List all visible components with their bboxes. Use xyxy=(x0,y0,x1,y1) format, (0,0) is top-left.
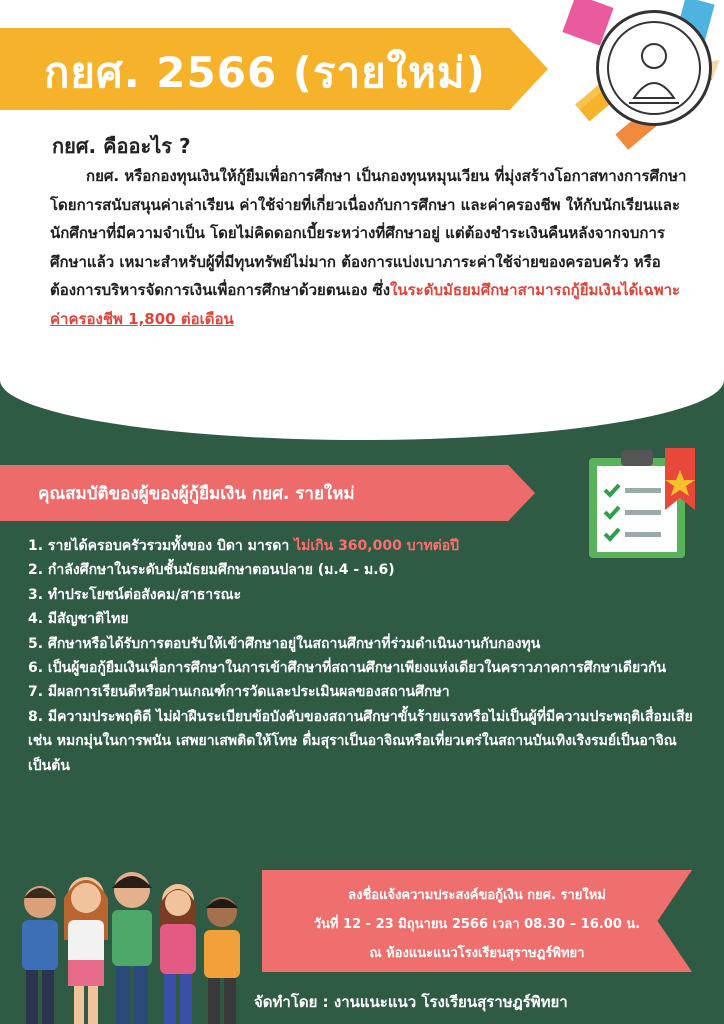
registration-line-1: ลงชื่อแจ้งความประสงค์ขอกู้เงิน กยศ. รายใหม่ xyxy=(348,888,606,903)
registration-line-2: วันที่ 12 - 23 มิถุนายน 2566 เวลา 08.30 – 16.00 น. xyxy=(313,917,641,932)
list-item: 4. มีสัญชาติไทย xyxy=(28,611,129,628)
students-illustration xyxy=(0,850,260,1024)
school-logo xyxy=(596,10,712,126)
intro-highlight: ในระดับมัธยมศึกษาสามารถกู้ยืมเงินได้เฉพาะ xyxy=(390,281,681,299)
page-title: กยศ. 2566 (รายใหม่) xyxy=(44,48,486,97)
intro-highlight-underlined: ค่าครองชีพ 1,800 ต่อเดือน xyxy=(50,309,234,328)
qualifications-heading: คุณสมบัติของผู้ของผู้กู้ยืมเงิน กยศ. รายใหม่ xyxy=(38,484,355,504)
intro-body: กยศ. หรือกองทุนเงินให้กู้ยืมเพื่อการศึกษา เป็นกองทุนหมุนเวียน ที่มุ่งสร้างโอกาสทางการศึกษา โดยการสนับสนุนค่าเล่าเรียน ค่าใช้จ่ายที่เกี่ยวเนื่องกับการศึกษา และค่าครองชีพ ให้กับนักเรียนและนักศึกษาที่มีความจำเป็น โดยไม่คิดดอกเบี้ยระหว่างที่ศึกษาอยู่ แต่ต้องชำระเงินคืนหลังจากจบการศึกษาแล้ว เหมาะสำหรับผู้ที่มีทุนทรัพย์ไม่มาก ต้องการแบ่งเบาภาระค่าใช้จ่ายของครอบครัว หรือต้องการบริหารจัดการเงินเพื่อการศึกษาด้วยตนเอง ซึ่ง xyxy=(50,167,687,299)
buddha-emblem-icon xyxy=(604,18,704,118)
list-item: 2. กำลังศึกษาในระดับชั้นมัธยมศึกษาตอนปลาย (ม.4 - ม.6) xyxy=(28,562,395,579)
list-item: 3. ทำประโยชน์ต่อสังคม/สาธารณะ xyxy=(28,586,242,603)
registration-line-3: ณ ห้องแนะแนวโรงเรียนสุราษฎร์พิทยา xyxy=(369,946,585,961)
footer-credit: จัดทำโดย : งานแนะแนว โรงเรียนสุราษฎร์พิทยา xyxy=(254,993,568,1011)
qualifications-list xyxy=(24,534,700,778)
list-item: 8. มีความประพฤติดี ไม่ฝ่าฝืนระเบียบข้อบังคับของสถานศึกษาขั้นร้ายแรงหรือไม่เป็นผู้ที่มีความประพฤติเสื่อมเสีย เช่น หมกมุ่นในการพนัน เสพยาเสพติดให้โทษ ดื่มสุราเป็นอาจิณหรือเที่ยวเตร่ในสถานบันเทิงเริงรมย์เป็นอาจิณ เป็นต้น xyxy=(28,708,693,774)
list-item: 6. เป็นผู้ขอกู้ยืมเงินเพื่อการศึกษาในการเข้าศึกษาที่สถานศึกษาเพียงแห่งเดียวในคราวภาคการศึกษาเดียวกัน xyxy=(28,660,667,677)
list-item: 5. ศึกษาหรือได้รับการตอบรับให้เข้าศึกษาอยู่ในสถานศึกษาที่ร่วมดำเนินงานกับกองทุน xyxy=(28,635,541,652)
list-item: 7. มีผลการเรียนดีหรือผ่านเกณฑ์การวัดและประเมินผลของสถานศึกษา xyxy=(28,684,450,701)
intro-paragraph xyxy=(50,162,690,333)
list-item xyxy=(24,534,700,558)
item-1-text: 1. รายได้ครอบครัวรวมทั้งของ บิดา มารดา xyxy=(28,538,295,554)
income-limit-highlight: ไม่เกิน 360,000 บาทต่อปี xyxy=(294,538,460,554)
intro-heading: กยศ. คืออะไร ? xyxy=(52,134,191,158)
